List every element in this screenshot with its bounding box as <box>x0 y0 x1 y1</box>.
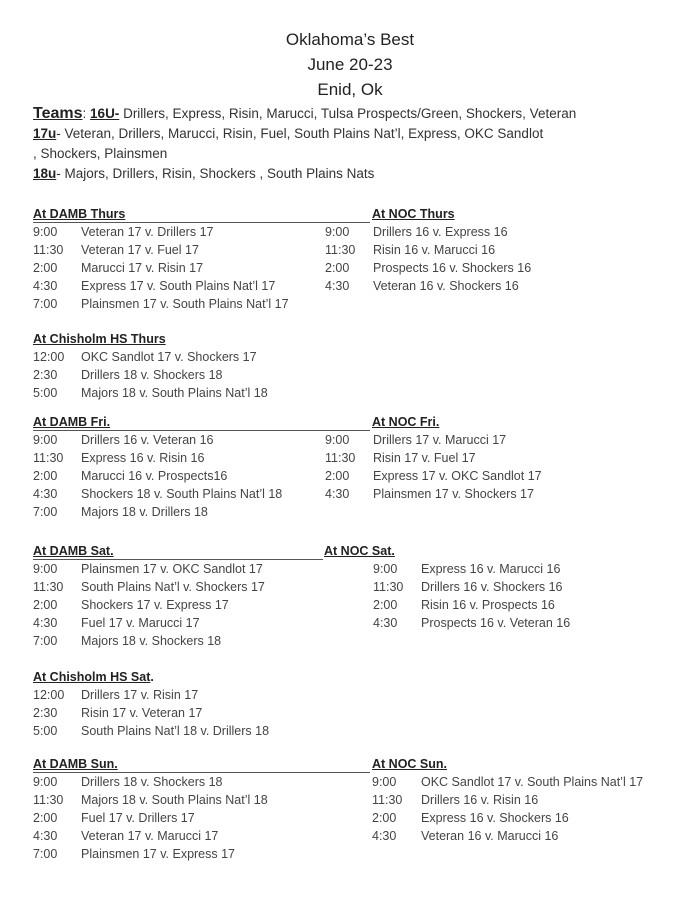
game-matchup: South Plains Nat’l v. Shockers 17 <box>81 580 265 594</box>
teams-16u-list: Drillers, Express, Risin, Marucci, Tulsa Prospects/Green, Shockers, Veteran <box>119 106 577 121</box>
game-time: 4:30 <box>372 829 397 843</box>
game-matchup: Shockers 18 v. South Plains Nat’l 18 <box>81 487 283 501</box>
game-matchup: Majors 18 v. Shockers 18 <box>81 634 222 648</box>
game-time: 9:00 <box>33 775 58 789</box>
game-time: 7:00 <box>33 297 58 311</box>
game-matchup: Plainsmen 17 v. South Plains Nat’l 17 <box>81 297 289 311</box>
divider-line <box>33 222 370 223</box>
section-heading <box>324 544 395 558</box>
section-heading <box>33 415 110 429</box>
game-matchup: Drillers 16 v. Shockers 16 <box>421 580 563 594</box>
game-time: 2:00 <box>325 469 350 483</box>
section-heading <box>33 207 125 221</box>
game-time: 2:30 <box>33 368 58 382</box>
game-time: 9:00 <box>33 562 58 576</box>
game-matchup: Veteran 16 v. Shockers 16 <box>373 279 519 293</box>
section-heading-text: At NOC Thurs <box>372 207 455 221</box>
game-time: 2:30 <box>33 706 58 720</box>
game-matchup: Drillers 16 v. Veteran 16 <box>81 433 214 447</box>
section-heading-text: At NOC Fri. <box>372 415 440 429</box>
game-matchup: Prospects 16 v. Veteran 16 <box>421 616 571 630</box>
game-matchup: Plainsmen 17 v. Express 17 <box>81 847 236 861</box>
game-matchup: Veteran 17 v. Fuel 17 <box>81 243 199 257</box>
game-time: 11:30 <box>373 580 404 594</box>
game-time: 4:30 <box>373 616 398 630</box>
game-matchup: Drillers 17 v. Risin 17 <box>81 688 199 702</box>
section-heading <box>372 757 447 771</box>
game-time: 11:30 <box>325 243 356 257</box>
game-time: 5:00 <box>33 724 58 738</box>
teams-17u-dash: - <box>56 126 61 141</box>
document-title: Oklahoma’s Best <box>285 30 415 49</box>
game-time: 4:30 <box>33 616 58 630</box>
game-matchup: Fuel 17 v. Marucci 17 <box>81 616 200 630</box>
game-matchup: Prospects 16 v. Shockers 16 <box>373 261 532 275</box>
section-heading-text: At DAMB Fri. <box>33 415 111 429</box>
game-time: 7:00 <box>33 847 58 861</box>
section-heading-text: At DAMB Thurs <box>33 207 126 221</box>
game-time: 2:00 <box>373 598 398 612</box>
game-matchup: Drillers 18 v. Shockers 18 <box>81 368 223 382</box>
game-time: 2:00 <box>33 598 58 612</box>
game-matchup: Fuel 17 v. Drillers 17 <box>81 811 195 825</box>
game-matchup: Plainsmen 17 v. OKC Sandlot 17 <box>81 562 263 576</box>
game-time: 4:30 <box>325 279 350 293</box>
section-heading-text: At DAMB Sat. <box>33 544 114 558</box>
game-time: 7:00 <box>33 505 58 519</box>
game-time: 4:30 <box>33 487 58 501</box>
section-heading <box>33 670 154 684</box>
event-location: Enid, Ok <box>317 80 383 99</box>
game-time: 4:30 <box>33 279 58 293</box>
game-matchup: Drillers 17 v. Marucci 17 <box>373 433 507 447</box>
game-matchup: Majors 18 v. South Plains Nat’l 18 <box>81 793 268 807</box>
game-time: 11:30 <box>325 451 356 465</box>
section-heading-text: At Chisholm HS Thurs <box>33 332 166 346</box>
game-time: 11:30 <box>33 451 64 465</box>
divider-line <box>33 559 323 560</box>
teams-17u-line <box>33 126 543 141</box>
game-time: 9:00 <box>325 225 350 239</box>
divider-line <box>33 772 370 773</box>
game-matchup: Express 17 v. South Plains Nat’l 17 <box>81 279 276 293</box>
game-matchup: Veteran 17 v. Drillers 17 <box>81 225 214 239</box>
game-matchup: Drillers 18 v. Shockers 18 <box>81 775 223 789</box>
game-time: 11:30 <box>33 580 64 594</box>
section-heading-text: At NOC Sun. <box>372 757 447 771</box>
teams-colon: : <box>82 106 87 121</box>
teams-17u-list: Veteran, Drillers, Marucci, Risin, Fuel, South Plains Nat’l, Express, OKC Sandlot <box>60 126 544 141</box>
game-time: 2:00 <box>33 261 58 275</box>
game-time: 5:00 <box>33 386 58 400</box>
teams-18u-label: 18u <box>33 166 57 181</box>
game-time: 2:00 <box>33 469 58 483</box>
game-matchup: Veteran 17 v. Marucci 17 <box>81 829 219 843</box>
game-matchup: Express 16 v. Shockers 16 <box>421 811 569 825</box>
game-time: 2:00 <box>33 811 58 825</box>
game-time: 2:00 <box>325 261 350 275</box>
game-matchup: Express 17 v. OKC Sandlot 17 <box>373 469 542 483</box>
teams-17u-label: 17u <box>33 126 57 141</box>
game-time: 7:00 <box>33 634 58 648</box>
teams-18u-list: Majors, Drillers, Risin, Shockers , South Plains Nats <box>60 166 375 181</box>
section-heading-text: At Chisholm HS Sat <box>33 670 151 684</box>
game-time: 9:00 <box>33 225 58 239</box>
section-heading <box>372 207 455 221</box>
game-time: 11:30 <box>33 793 64 807</box>
game-matchup: Majors 18 v. Drillers 18 <box>81 505 208 519</box>
game-matchup: Shockers 17 v. Express 17 <box>81 598 229 612</box>
game-time: 12:00 <box>33 350 65 364</box>
divider-line <box>33 430 370 431</box>
teams-label: Teams <box>33 105 83 122</box>
game-time: 9:00 <box>372 775 397 789</box>
game-matchup: OKC Sandlot 17 v. Shockers 17 <box>81 350 257 364</box>
game-time: 2:00 <box>372 811 397 825</box>
teams-16u-label: 16U- <box>90 106 120 121</box>
section-heading-text: At DAMB Sun. <box>33 757 118 771</box>
game-time: 9:00 <box>325 433 350 447</box>
game-matchup: Marucci 16 v. Prospects16 <box>81 469 228 483</box>
game-time: 4:30 <box>325 487 350 501</box>
game-matchup: Plainsmen 17 v. Shockers 17 <box>373 487 534 501</box>
section-heading <box>33 757 118 771</box>
game-matchup: South Plains Nat’l 18 v. Drillers 18 <box>81 724 270 738</box>
game-time: 12:00 <box>33 688 65 702</box>
section-heading-text: At NOC Sat. <box>324 544 395 558</box>
game-time: 11:30 <box>33 243 64 257</box>
game-matchup: Risin 16 v. Marucci 16 <box>373 243 496 257</box>
teams-16u-line <box>33 105 576 123</box>
section-heading <box>33 332 166 346</box>
game-matchup: Risin 17 v. Veteran 17 <box>81 706 203 720</box>
section-heading <box>372 415 439 429</box>
game-matchup: Risin 16 v. Prospects 16 <box>421 598 555 612</box>
game-matchup: Drillers 16 v. Express 16 <box>373 225 508 239</box>
teams-17u-continued: , Shockers, Plainsmen <box>33 146 168 161</box>
game-matchup: Express 16 v. Marucci 16 <box>421 562 561 576</box>
game-time: 11:30 <box>372 793 403 807</box>
section-heading <box>33 544 114 558</box>
game-matchup: Marucci 17 v. Risin 17 <box>81 261 204 275</box>
game-time: 9:00 <box>373 562 398 576</box>
game-matchup: OKC Sandlot 17 v. South Plains Nat’l 17 <box>421 775 644 789</box>
game-time: 9:00 <box>33 433 58 447</box>
game-time: 4:30 <box>33 829 58 843</box>
game-matchup: Drillers 16 v. Risin 16 <box>421 793 539 807</box>
teams-18u-dash: - <box>56 166 61 181</box>
event-dates: June 20-23 <box>307 55 393 74</box>
teams-18u-line <box>33 166 374 181</box>
game-matchup: Risin 17 v. Fuel 17 <box>373 451 476 465</box>
game-matchup: Veteran 16 v. Marucci 16 <box>421 829 559 843</box>
game-matchup: Majors 18 v. South Plains Nat’l 18 <box>81 386 268 400</box>
section-heading-suffix: . <box>150 670 154 684</box>
game-matchup: Express 16 v. Risin 16 <box>81 451 205 465</box>
